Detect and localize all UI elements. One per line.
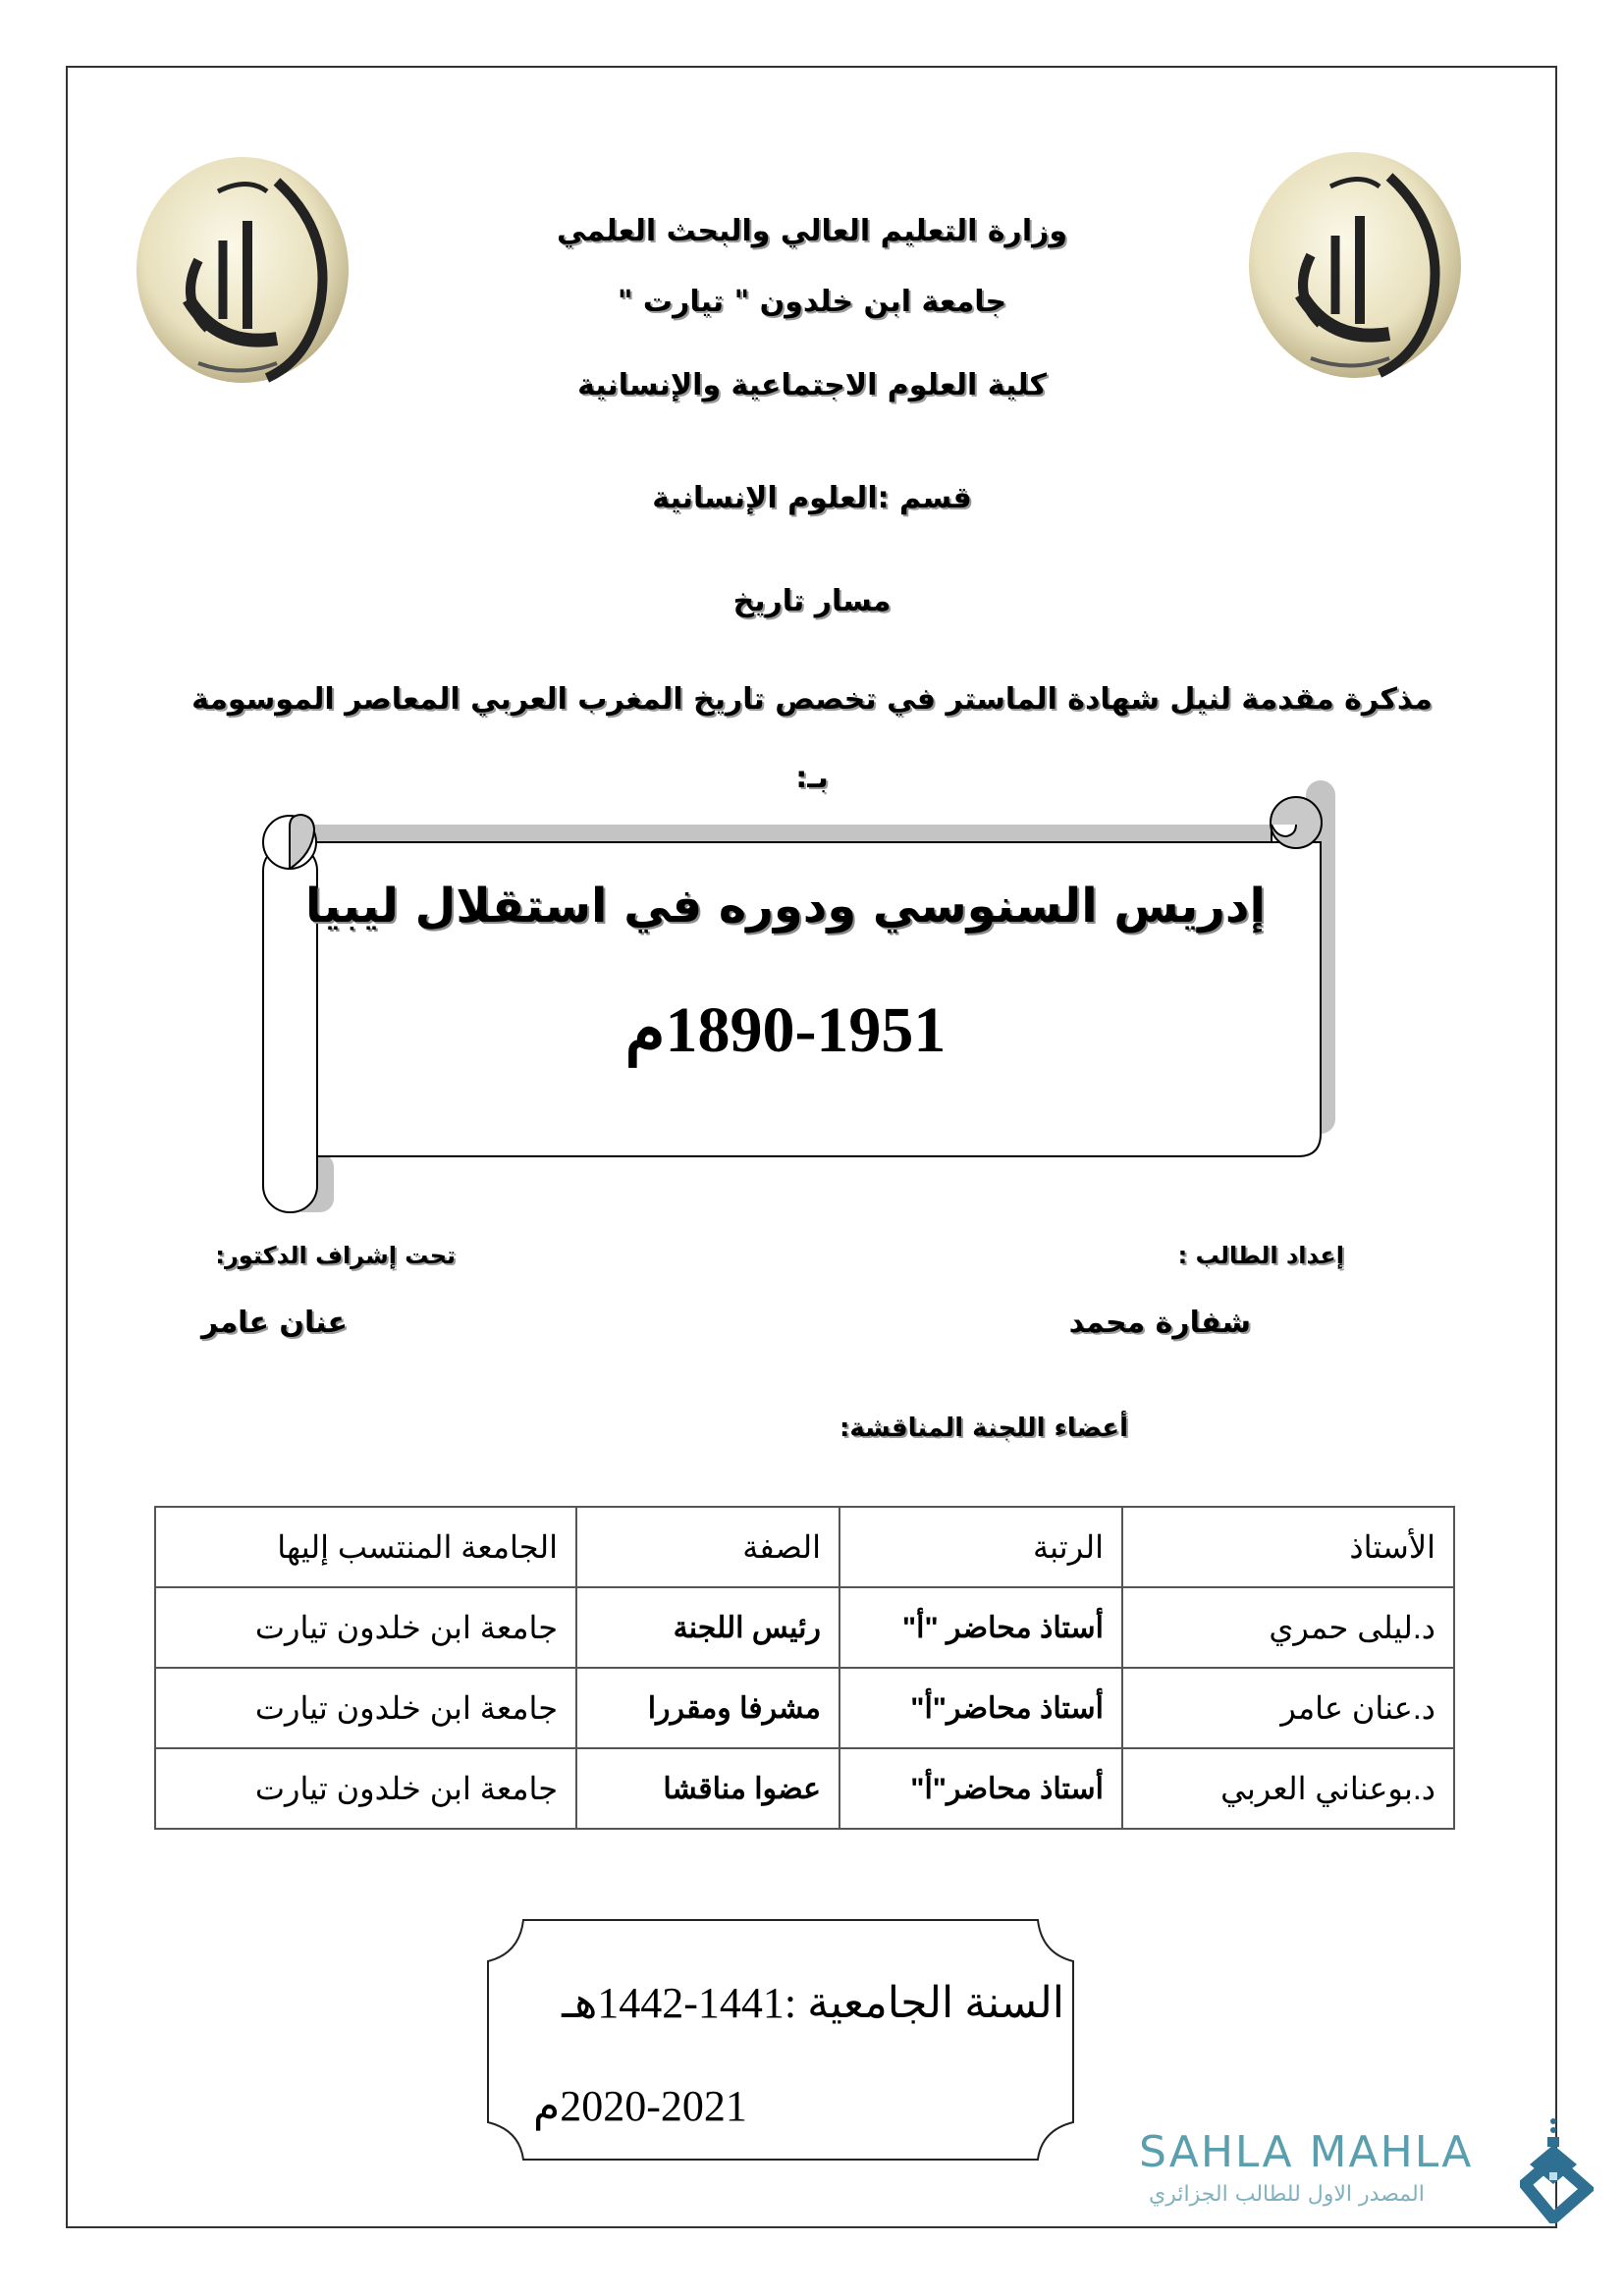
department-name: قسم :العلوم الإنسانية bbox=[652, 481, 972, 515]
cell-role: رئيس اللجنة bbox=[576, 1587, 839, 1668]
ministry-name: وزارة التعليم العالي والبحث العلمي bbox=[556, 214, 1068, 248]
university-seal-icon bbox=[1242, 147, 1468, 393]
cell-rank: أستاذ محاضر"أ" bbox=[839, 1748, 1122, 1829]
thesis-title: إدريس السنوسي ودوره في استقلال ليبيا bbox=[305, 879, 1266, 934]
column-header-rank: الرتبة bbox=[839, 1507, 1122, 1587]
student-name: شفارة محمد bbox=[1068, 1306, 1251, 1340]
table-row bbox=[155, 1748, 1454, 1829]
cell-professor: د.عنان عامر bbox=[1122, 1668, 1454, 1748]
academic-year-hijri: السنة الجامعية :1441-1442هـ bbox=[562, 1979, 1064, 2027]
cell-professor: د.ليلى حمري bbox=[1122, 1587, 1454, 1668]
supervisor-label: تحت إشراف الدكتور: bbox=[215, 1242, 456, 1269]
cell-rank: أستاذ محاضر "أ" bbox=[839, 1587, 1122, 1668]
cell-university: جامعة ابن خلدون تيارت bbox=[155, 1748, 576, 1829]
cell-university: جامعة ابن خلدون تيارت bbox=[155, 1587, 576, 1668]
table-row bbox=[155, 1587, 1454, 1668]
cell-rank: أستاذ محاضر"أ" bbox=[839, 1668, 1122, 1748]
thesis-intro: مذكرة مقدمة لنيل شهادة الماستر في تخصص تاريخ المغرب العربي المعاصر الموسومة bbox=[191, 682, 1433, 717]
column-header-university: الجامعة المنتسب إليها bbox=[155, 1507, 576, 1587]
thesis-intro-suffix: بـ: bbox=[795, 761, 829, 795]
university-name: جامعة ابن خلدون " تيارت " bbox=[617, 285, 1007, 319]
column-header-role: الصفة bbox=[576, 1507, 839, 1587]
committee-table bbox=[154, 1506, 1455, 1830]
table-header-row bbox=[155, 1507, 1454, 1587]
sahla-mahla-watermark bbox=[1139, 2115, 1571, 2223]
track-name: مسار تاريخ bbox=[732, 584, 892, 618]
committee-heading: أعضاء اللجنة المناقشة: bbox=[839, 1414, 1128, 1443]
column-header-professor: الأستاذ bbox=[1122, 1507, 1454, 1587]
cell-role: مشرفا ومقررا bbox=[576, 1668, 839, 1748]
supervisor-name: عنان عامر bbox=[200, 1306, 348, 1340]
university-seal-left bbox=[130, 152, 355, 398]
university-seal-icon bbox=[130, 152, 355, 398]
cell-role: عضوا مناقشا bbox=[576, 1748, 839, 1829]
academic-year-gregorian: 2020-2021م bbox=[533, 2082, 747, 2130]
sahla-mahla-logo-icon bbox=[1520, 2115, 1594, 2223]
cell-professor: د.بوعناني العربي bbox=[1122, 1748, 1454, 1829]
faculty-name: كلية العلوم الاجتماعية والإنسانية bbox=[577, 368, 1047, 402]
university-seal-right bbox=[1242, 147, 1468, 393]
brand-tagline: المصدر الاول للطالب الجزائري bbox=[1149, 2182, 1425, 2207]
cell-university: جامعة ابن خلدون تيارت bbox=[155, 1668, 576, 1748]
thesis-years: 1890-1951م bbox=[624, 994, 947, 1066]
student-label: إعداد الطالب : bbox=[1177, 1242, 1344, 1269]
brand-name: SAHLA MAHLA bbox=[1139, 2127, 1474, 2177]
table-row bbox=[155, 1668, 1454, 1748]
